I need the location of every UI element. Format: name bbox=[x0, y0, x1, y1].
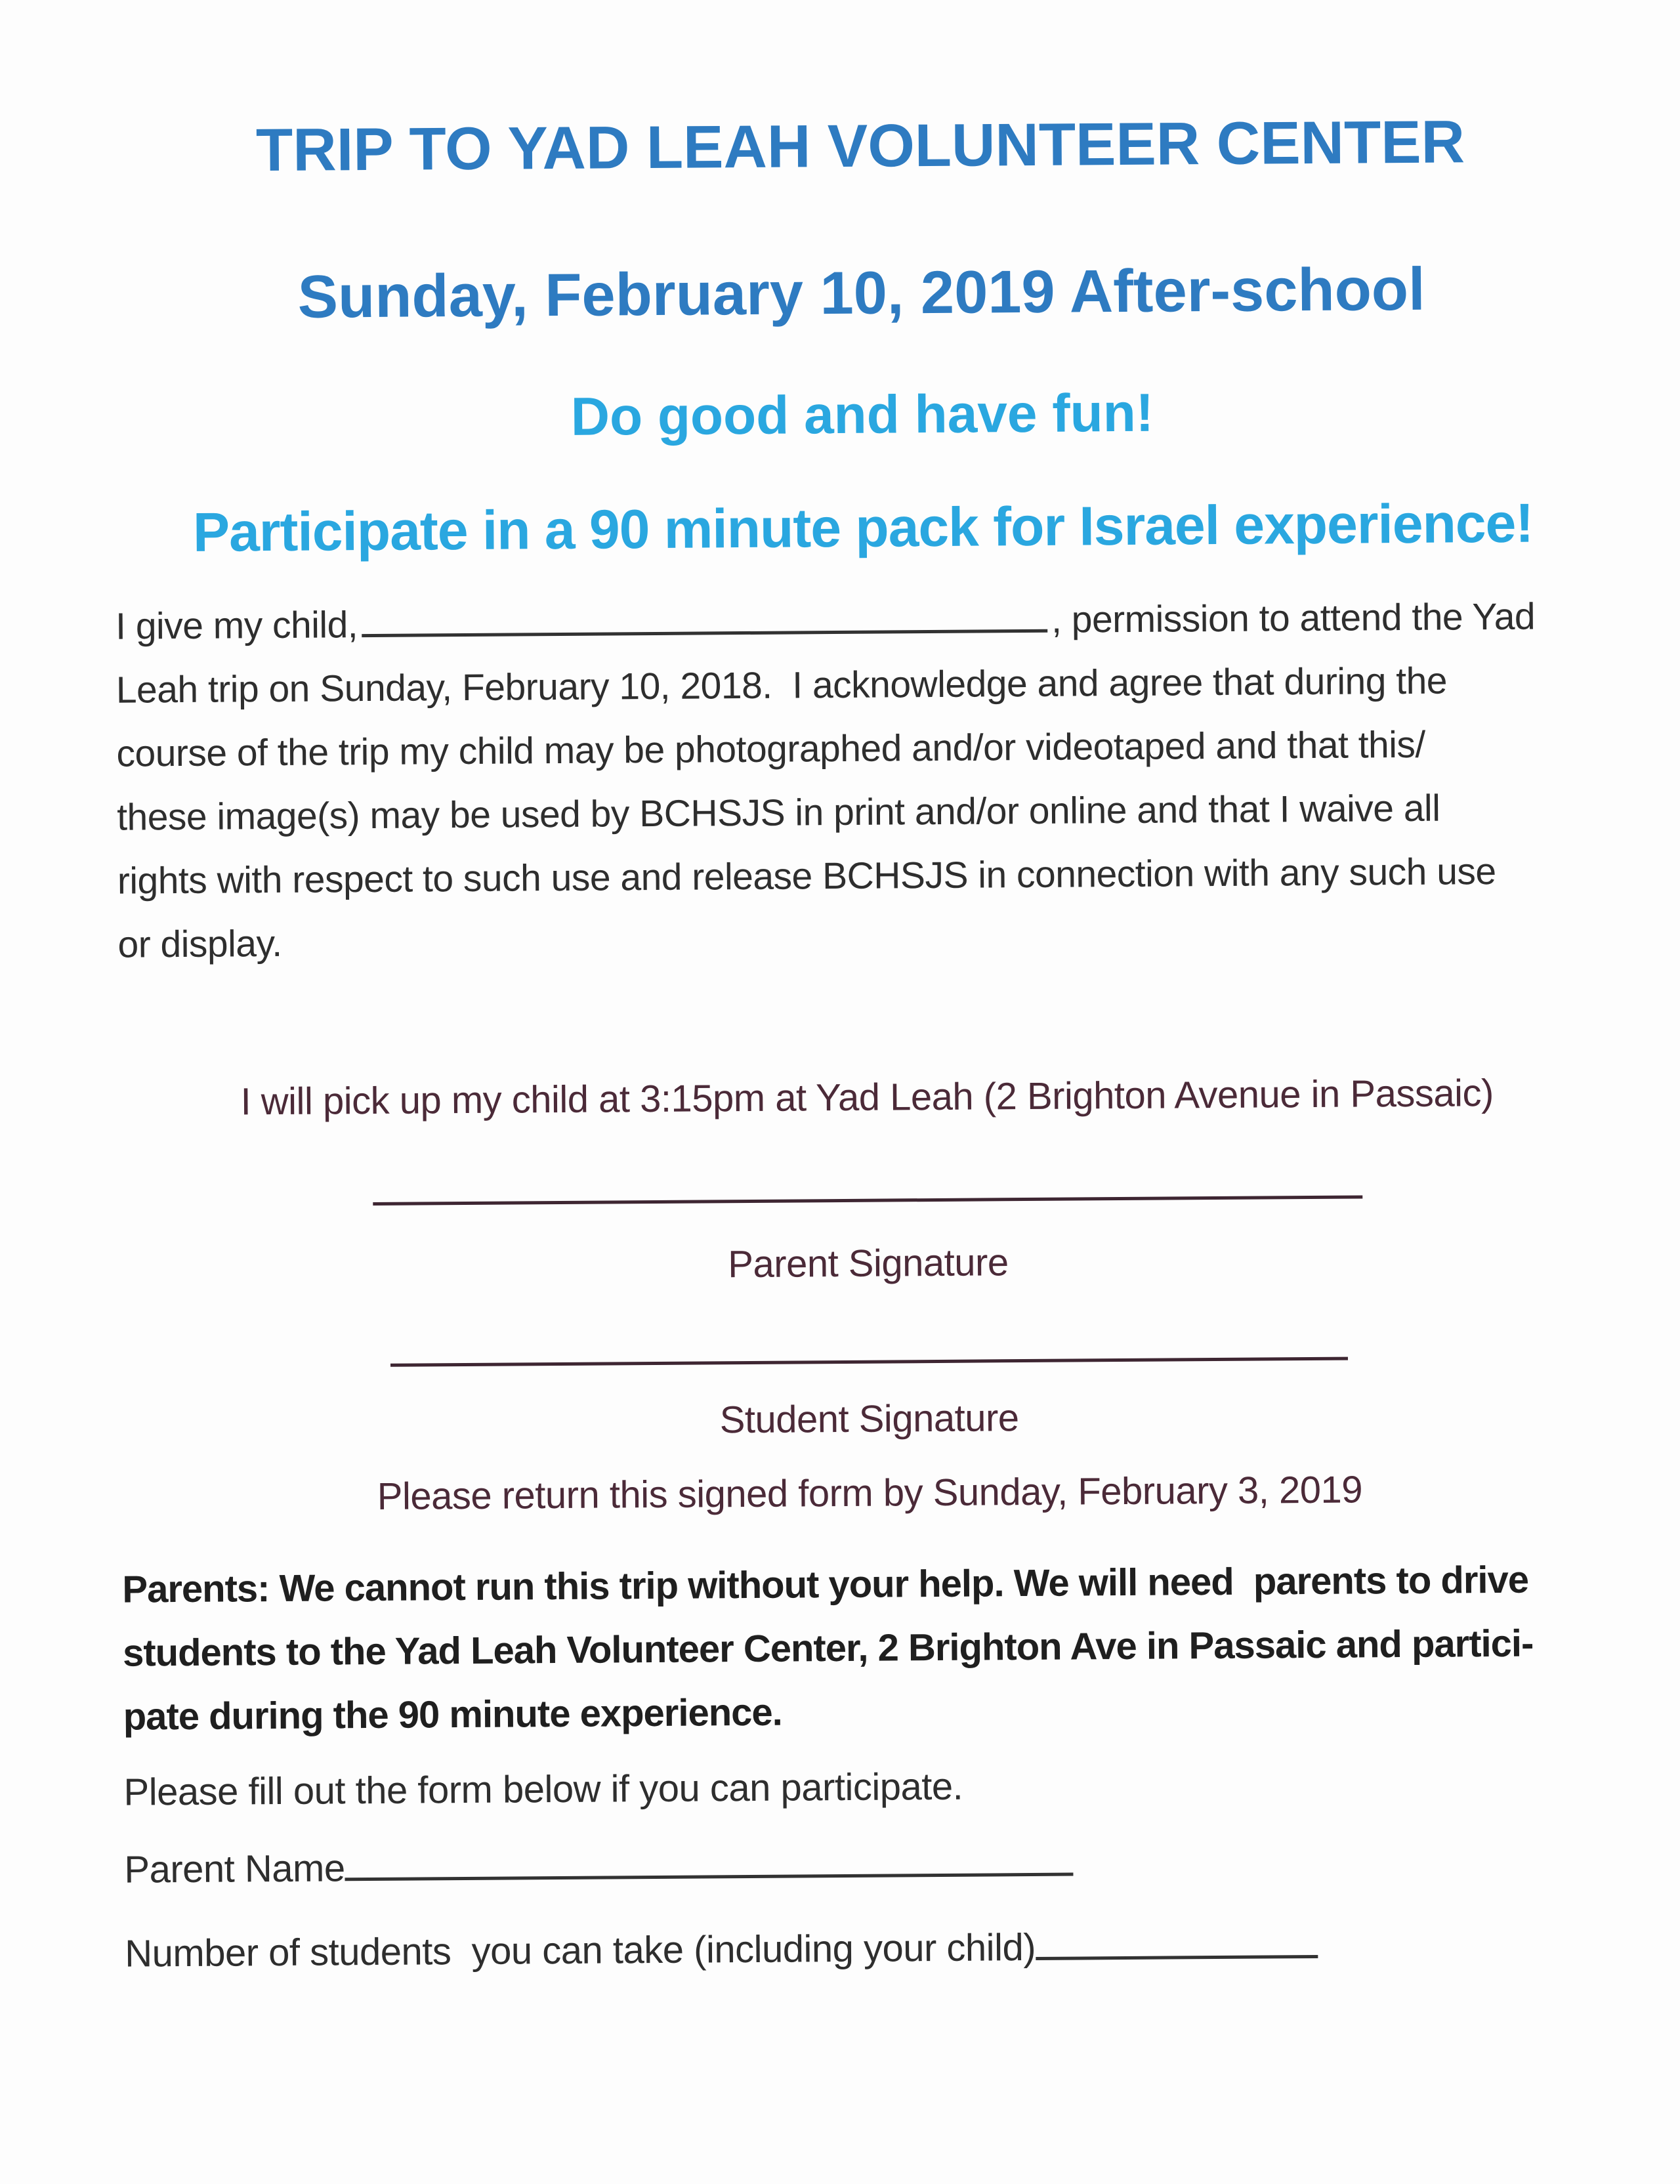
body-line-6: or display. bbox=[117, 922, 282, 966]
student-signature-label: Student Signature bbox=[719, 1396, 1019, 1442]
students-count-label: Number of students you can take (including your child) bbox=[125, 1925, 1036, 1975]
body-line-2: Leah trip on Sunday, February 10, 2018. I acknowledge and agree that during the bbox=[116, 660, 1448, 711]
students-count-blank bbox=[1036, 1947, 1318, 1960]
notice-line-2: students to the Yad Leah Volunteer Center, 2 Brighton Ave in Passaic and partici- bbox=[122, 1622, 1534, 1675]
body-line-1 bbox=[116, 585, 1612, 659]
parent-name-blank bbox=[345, 1865, 1074, 1881]
body-line-1-suffix: , permission to attend the Yad bbox=[1051, 595, 1536, 641]
student-signature-line bbox=[390, 1357, 1347, 1367]
parent-signature-line bbox=[373, 1195, 1362, 1206]
tagline: Do good and have fun! bbox=[570, 383, 1154, 447]
title-line-1: TRIP TO YAD LEAH VOLUNTEER CENTER bbox=[255, 108, 1465, 184]
students-count-row bbox=[125, 1921, 1621, 1977]
body-line-4: these image(s) may be used by BCHSJS in print and/or online and that I waive all bbox=[116, 787, 1440, 839]
notice-line-3: pate during the 90 minute experience. bbox=[123, 1690, 783, 1738]
return-deadline-note: Please return this signed form by Sunday, February 3, 2019 bbox=[377, 1468, 1363, 1518]
parent-name-label: Parent Name bbox=[124, 1847, 345, 1891]
parents-notice bbox=[122, 1547, 1620, 1749]
body-line-1-prefix: I give my child, bbox=[115, 604, 358, 648]
title-line-2: Sunday, February 10, 2019 After-school bbox=[297, 255, 1425, 331]
body-line-5: rights with respect to such use and release BCHSJS in connection with any such use bbox=[117, 850, 1496, 902]
body-line-3: course of the trip my child may be photographed and/or videotaped and that this/ bbox=[116, 723, 1425, 775]
permission-paragraph bbox=[116, 585, 1614, 977]
form-instruction: Please fill out the form below if you can participate. bbox=[123, 1765, 963, 1814]
parent-name-row bbox=[124, 1837, 1620, 1893]
subheadline: Participate in a 90 minute pack for Israel experience! bbox=[192, 492, 1534, 563]
parent-signature-label: Parent Signature bbox=[728, 1241, 1009, 1286]
notice-line-1: Parents: We cannot run this trip without your help. We will need parents to drive bbox=[122, 1558, 1529, 1611]
child-name-blank bbox=[362, 621, 1047, 637]
pickup-statement: I will pick up my child at 3:15pm at Yad Leah (2 Brighton Avenue in Passaic) bbox=[240, 1072, 1494, 1124]
